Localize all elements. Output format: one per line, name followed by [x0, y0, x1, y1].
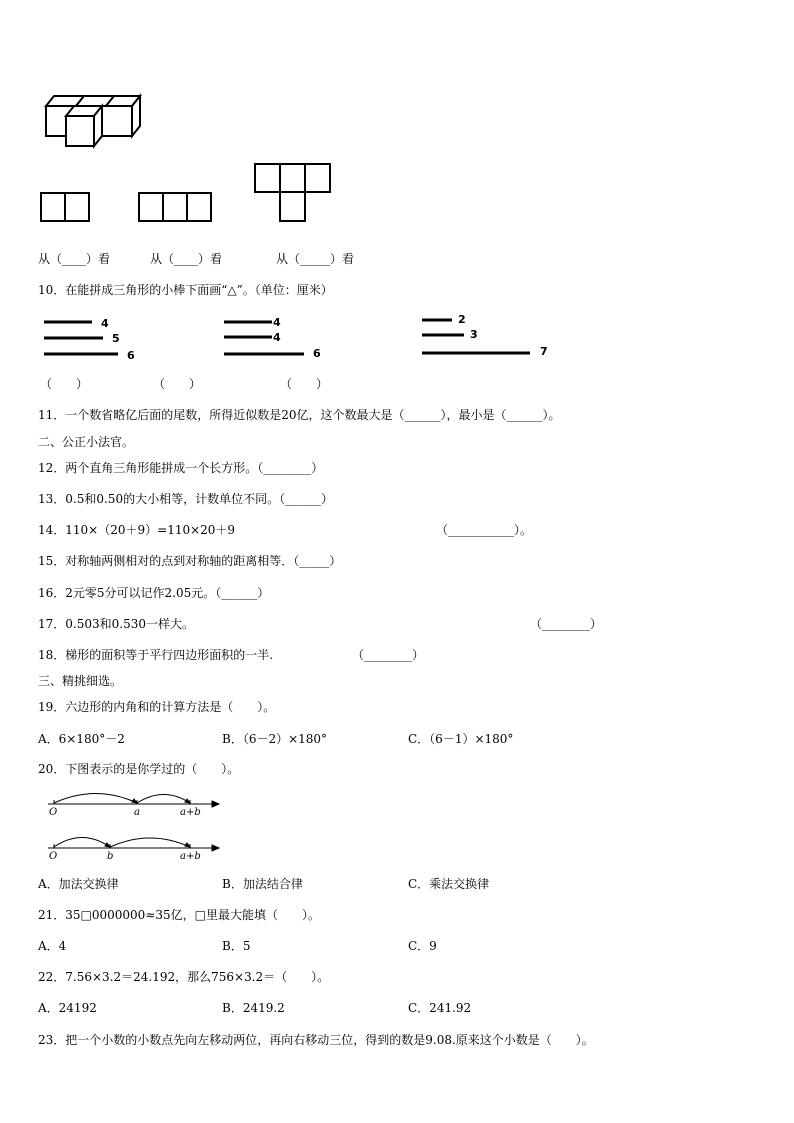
option-c[interactable]: C．9 — [408, 939, 437, 953]
option-a[interactable]: A．6×180°－2 — [38, 732, 125, 746]
stick-length: 2 — [458, 313, 466, 326]
option-b[interactable]: B．加法结合律 — [222, 877, 303, 891]
stick-length: 4 — [101, 317, 109, 330]
view-label-2: 从（____）看 — [150, 252, 223, 266]
answer-blank[interactable]: （ ） — [280, 377, 329, 391]
number-line-label: O — [49, 851, 58, 862]
answer-blank[interactable]: （ ） — [40, 377, 89, 391]
question-17: 17．0.503和0.530一样大。 — [38, 617, 194, 631]
stick-length: 3 — [470, 328, 478, 341]
number-line-label: a — [134, 807, 140, 818]
question-11: 11．一个数省略亿后面的尾数，所得近似数是20亿，这个数最大是（______），最小是（______）。 — [38, 408, 561, 422]
view-two-squares — [40, 192, 90, 222]
option-a[interactable]: A．加法交换律 — [38, 877, 119, 891]
cube-solid-figure — [40, 90, 150, 152]
stick-length: 5 — [112, 332, 120, 345]
section-3-heading: 三、精挑细选。 — [38, 674, 123, 688]
section-2-heading: 二、公正小法官。 — [38, 435, 135, 449]
question-21: 21．35□0000000≈35亿，□里最大能填（ ）。 — [38, 908, 320, 922]
number-line-label: a+b — [180, 851, 201, 862]
question-22: 22．7.56×3.2＝24.192，那么756×3.2＝（ ）。 — [38, 970, 330, 984]
option-a[interactable]: A．24192 — [38, 1001, 97, 1015]
stick-length: 6 — [127, 349, 135, 362]
question-18: 18．梯形的面积等于平行四边形面积的一半. — [38, 648, 274, 662]
view-label-1: 从（____）看 — [38, 252, 111, 266]
question-23: 23．把一个小数的小数点先向左移动两位，再向右移动三位，得到的数是9.08.原来这个小数是（ ）。 — [38, 1033, 594, 1047]
option-b[interactable]: B．（6－2）×180° — [222, 732, 328, 746]
option-b[interactable]: B．5 — [222, 939, 251, 953]
question-20: 20．下图表示的是你学过的（ ）。 — [38, 762, 240, 776]
number-line-label: a+b — [180, 807, 201, 818]
stick-length: 4 — [273, 331, 281, 344]
question-13: 13．0.5和0.50的大小相等，计数单位不同。（______） — [38, 492, 334, 506]
question-19: 19．六边形的内角和的计算方法是（ ）。 — [38, 700, 276, 714]
question-15: 15．对称轴两侧相对的点到对称轴的距离相等．（_____） — [38, 554, 342, 568]
answer-blank[interactable]: （___________）。 — [436, 523, 533, 537]
view-three-squares — [138, 192, 212, 222]
option-c[interactable]: C．乘法交换律 — [408, 877, 490, 891]
option-c[interactable]: C．241.92 — [408, 1001, 472, 1015]
view-t-shape — [254, 163, 332, 223]
stick-length: 4 — [273, 316, 281, 329]
question-14: 14．110×（20＋9）=110×20＋9 — [38, 523, 236, 537]
question-12: 12．两个直角三角形能拼成一个长方形。（________） — [38, 461, 324, 475]
view-label-3: 从（_____）看 — [276, 252, 355, 266]
option-a[interactable]: A．4 — [38, 939, 67, 953]
question-16: 16．2元零5分可以记作2.05元。（______） — [38, 586, 270, 600]
number-line-label: O — [49, 807, 58, 818]
question-10: 10．在能拼成三角形的小棒下面画“△”。（单位：厘米） — [38, 283, 333, 297]
answer-blank[interactable]: （________） — [530, 617, 603, 631]
stick-length: 6 — [313, 347, 321, 360]
answer-blank[interactable]: （________） — [352, 648, 425, 662]
stick-length: 7 — [540, 345, 548, 358]
number-line-label: b — [107, 851, 114, 862]
stick-group-3 — [420, 310, 550, 362]
answer-blank[interactable]: （ ） — [153, 377, 202, 391]
option-c[interactable]: C．（6－1）×180° — [408, 732, 514, 746]
option-b[interactable]: B．2419.2 — [222, 1001, 285, 1015]
